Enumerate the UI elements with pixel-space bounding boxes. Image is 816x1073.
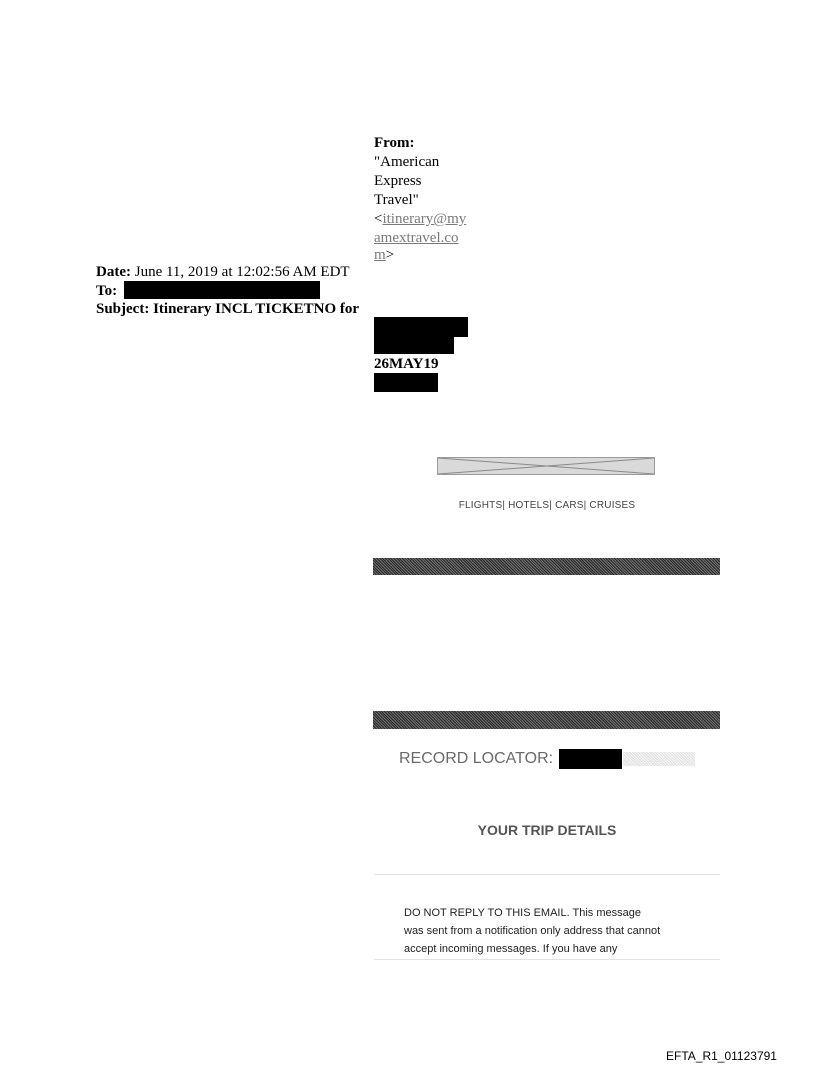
redaction-subject-3 (374, 373, 438, 392)
date-row (96, 263, 350, 282)
date-label: Date: (96, 264, 131, 280)
redaction-record-locator (559, 749, 622, 769)
notice-line-3: accept incoming messages. If you have any (404, 943, 618, 955)
from-email-close: > (385, 247, 395, 263)
from-name-line-2: Express (374, 173, 422, 189)
banner-bar-top (373, 558, 720, 575)
record-locator-shade (623, 752, 695, 766)
from-email-open: < (374, 211, 383, 227)
notice-text (404, 904, 660, 958)
to-label: To: (96, 283, 118, 299)
from-name-line-3: Travel" (374, 192, 419, 208)
date-value: June 11, 2019 at 12:02:56 AM EDT (130, 264, 350, 280)
from-email-link-2[interactable]: amextravel.co (374, 230, 459, 246)
subject-value: Itinerary INCL TICKETNO for (149, 301, 360, 317)
broken-image-placeholder (437, 457, 655, 475)
divider-top (374, 874, 720, 875)
redaction-subject-2 (374, 337, 454, 354)
notice-line-1: DO NOT REPLY TO THIS EMAIL. This message (404, 907, 641, 919)
divider-bottom (374, 959, 720, 960)
nav-links[interactable]: FLIGHTS| HOTELS| CARS| CRUISES (458, 500, 636, 511)
from-email-link-3[interactable]: m (374, 247, 386, 263)
subject-label: Subject: (96, 301, 150, 317)
document-id: EFTA_R1_01123791 (666, 1049, 777, 1063)
trip-details-heading: YOUR TRIP DETAILS (477, 822, 617, 838)
broken-image-icon (438, 458, 654, 474)
subject-date: 26MAY19 (374, 356, 439, 372)
from-email-link-1[interactable]: itinerary@my (382, 211, 467, 227)
from-email-line-3 (374, 246, 394, 265)
notice-line-2: was sent from a notification only address that cannot (404, 925, 661, 937)
from-name-line-1: "American (374, 154, 440, 170)
redaction-to (124, 281, 320, 299)
subject-row (96, 300, 359, 319)
banner-bar-bottom (373, 711, 720, 729)
from-email-line-1 (374, 210, 466, 229)
from-label: From: (374, 135, 415, 151)
record-locator-label: RECORD LOCATOR: (399, 750, 554, 767)
redaction-subject-1 (374, 317, 468, 337)
